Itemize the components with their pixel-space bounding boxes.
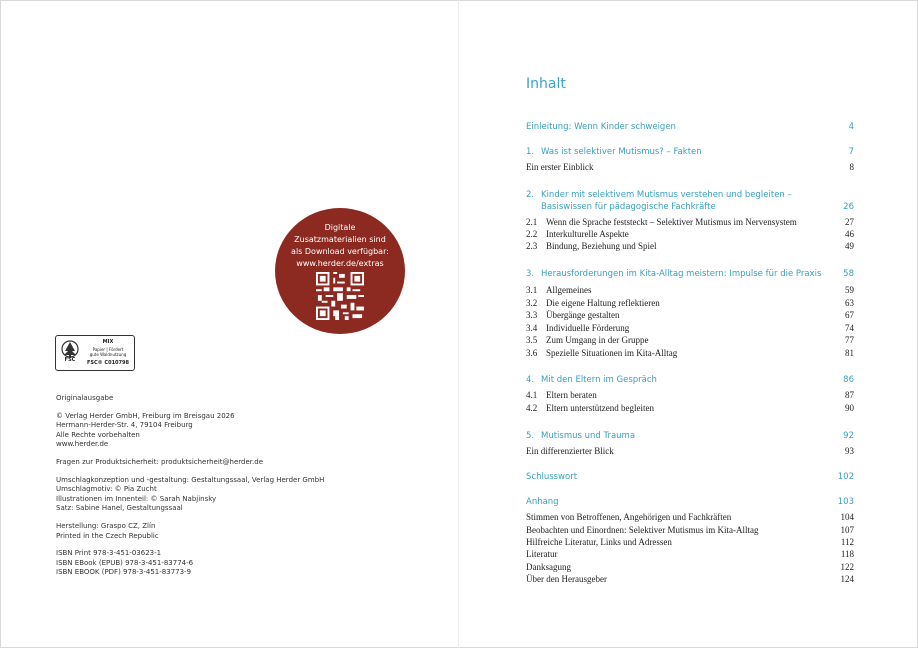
toc-entry-appendix[interactable]	[526, 496, 854, 508]
toc-entry-page: 107	[840, 525, 854, 535]
toc-entry-page: 27	[845, 217, 854, 227]
imprint-cover-design: Umschlagkonzeption und -gestaltung: Gestaltungssaal, Verlag Herder GmbH	[56, 475, 325, 484]
toc-entry-page: 58	[843, 269, 854, 279]
toc-entry-page: 118	[840, 549, 854, 559]
badge-line: www.herder.de/extras	[296, 259, 384, 268]
toc-section-number: 2.2	[526, 229, 538, 239]
toc-entry-page: 112	[840, 537, 854, 547]
imprint	[56, 394, 356, 578]
toc-entry-label: Was ist selektiver Mutismus? – Fakten	[541, 147, 702, 157]
toc-section-number: 4.1	[526, 390, 538, 400]
imprint-address: Hermann-Herder-Str. 4, 79104 Freiburg	[56, 421, 193, 430]
toc-entry-label: Eltern beraten	[546, 390, 597, 400]
toc-section-number: 3.2	[526, 297, 538, 308]
toc-chapter-number: 3.	[526, 269, 535, 279]
imprint-web[interactable]: www.herder.de	[56, 440, 109, 449]
toc-entry-page: 93	[845, 446, 854, 456]
toc-entry-label: Literatur	[526, 549, 558, 559]
toc-entry-label: Die eigene Haltung reflektieren	[546, 297, 660, 308]
toc-section[interactable]	[526, 402, 854, 414]
imprint-cover-motif: Umschlagmotiv: © Pia Zucht	[56, 485, 157, 494]
badge-text	[275, 222, 405, 270]
toc-entry-label: Spezielle Situationen im Kita-Alltag	[546, 347, 678, 358]
toc-entry-page: 90	[845, 403, 854, 413]
toc-entry-label: Bindung, Beziehung und Spiel	[546, 241, 657, 251]
toc-section[interactable]	[526, 284, 854, 296]
toc-entry-label: Zum Umgang in der Gruppe	[546, 335, 649, 345]
toc-entry-label: Mit den Eltern im Gespräch	[541, 375, 657, 385]
toc-entry-label: Stimmen von Betroffenen, Angehörigen und Fachkräften	[526, 512, 732, 522]
badge-line: als Download verfügbar:	[291, 247, 389, 256]
toc-section[interactable]	[526, 389, 854, 401]
toc-section-number: 3.1	[526, 285, 538, 295]
toc-entry-page: 8	[849, 162, 854, 172]
toc-entry-page: 67	[845, 310, 854, 320]
toc-entry-page: 81	[845, 347, 854, 358]
toc-entry-label: Interkulturelle Aspekte	[546, 229, 629, 239]
toc-entry-page: 46	[845, 229, 854, 239]
toc-chapter-number: 4.	[526, 375, 535, 385]
toc-entry-label: Kinder mit selektivem Mutismus verstehen und begleiten –	[541, 190, 792, 200]
imprint-safety: Fragen zur Produktsicherheit: produktsicherheit@herder.de	[56, 457, 264, 466]
badge-line: Zusatzmaterialien sind	[294, 235, 386, 244]
badge-line: Digitale	[324, 223, 356, 232]
imprint-rights: Alle Rechte vorbehalten	[56, 430, 140, 439]
toc-entry-page: 74	[845, 322, 854, 333]
imprint-isbn-pdf: ISBN EBOOK (PDF) 978-3-451-83773-9	[56, 568, 192, 577]
toc-entry-label: Über den Herausgeber	[526, 574, 607, 584]
toc-section-number: 3.3	[526, 310, 538, 320]
toc-entry-intro[interactable]	[526, 121, 854, 133]
toc-entry-label: Anhang	[526, 497, 559, 507]
fsc-mix: MIX	[102, 339, 114, 345]
toc-entry-label: Danksagung	[526, 562, 571, 572]
toc-chapter-number: 2.	[526, 190, 535, 200]
toc-entry-closing[interactable]	[526, 471, 854, 483]
toc-section[interactable]	[526, 240, 854, 252]
toc-entry-page: 87	[845, 390, 854, 400]
imprint-typesetting: Satz: Sabine Hanel, Gestaltungssaal	[56, 504, 183, 513]
fsc-logo-text: FSC	[64, 357, 76, 363]
imprint-printed: Printed in the Czech Republic	[56, 531, 159, 540]
toc-appendix-item[interactable]	[526, 536, 854, 548]
toc-subtitle-1[interactable]	[526, 161, 854, 173]
toc-entry-page: 59	[845, 285, 854, 295]
toc-entry-page: 124	[840, 574, 854, 584]
toc-chapter-4[interactable]	[526, 374, 854, 386]
toc-entry-page: 103	[837, 497, 854, 507]
toc-section[interactable]	[526, 309, 854, 321]
fsc-label	[55, 335, 135, 371]
qr-code-icon[interactable]	[316, 272, 364, 320]
toc-entry-label: Einleitung: Wenn Kinder schweigen	[526, 122, 676, 132]
toc-chapter-number: 5.	[526, 431, 535, 441]
toc-entry-label: Übergänge gestalten	[546, 310, 620, 320]
toc-section[interactable]	[526, 216, 854, 228]
toc-entry-label: Hilfreiche Literatur, Links und Adressen	[526, 537, 672, 547]
toc-chapter-2-line2[interactable]	[526, 201, 854, 213]
toc-entry-label: Ein differenzierter Blick	[526, 446, 614, 456]
download-badge	[275, 208, 405, 334]
toc-entry-page: 102	[837, 472, 854, 482]
imprint-isbn-print: ISBN Print 978-3-451-03623-1	[56, 549, 162, 558]
toc-section-number: 3.4	[526, 322, 538, 333]
imprint-illustrations: Illustrationen im Innenteil: © Sarah Nabjinsky	[56, 494, 217, 503]
imprint-edition: Originalausgabe	[56, 394, 114, 402]
toc-entry-page: 4	[848, 122, 854, 132]
toc-entry-label: Wenn die Sprache feststeckt – Selektiver Mutismus im Nervensystem	[546, 217, 797, 227]
toc-appendix-item[interactable]	[526, 573, 854, 585]
toc-entry-page: 63	[845, 297, 854, 308]
toc-section[interactable]	[526, 334, 854, 346]
toc-entry-label: Schlusswort	[526, 472, 578, 482]
toc-entry-label: Basiswissen für pädagogische Fachkräfte	[541, 202, 716, 212]
toc-entry-label: Eltern unterstützend begleiten	[546, 403, 654, 413]
toc-title: Inhalt	[526, 76, 566, 92]
toc-entry-page: 7	[848, 147, 854, 157]
toc-section-number: 3.5	[526, 335, 538, 345]
fsc-sub-line: Papier | Fördert	[92, 347, 124, 352]
toc-section-number: 2.3	[526, 241, 538, 251]
toc-entry-label: Ein erster Einblick	[526, 162, 594, 172]
toc-section[interactable]	[526, 322, 854, 334]
imprint-production: Herstellung: Graspo CZ, Zlín	[56, 521, 156, 530]
toc-entry-label: Mutismus und Trauma	[541, 431, 636, 441]
toc-entry-page: 26	[843, 202, 854, 212]
fsc-code: FSC® C010798	[87, 360, 129, 366]
toc-entry-page: 86	[843, 375, 854, 385]
toc-section-number: 4.2	[526, 403, 538, 413]
toc-chapter-number: 1.	[526, 147, 535, 157]
toc-chapter-3[interactable]	[526, 268, 854, 280]
toc-subtitle-5[interactable]	[526, 445, 854, 457]
toc-entry-label: Beobachten und Einordnen: Selektiver Mutismus im Kita-Alltag	[526, 525, 759, 535]
toc-appendix-item[interactable]	[526, 511, 854, 523]
toc-appendix-item[interactable]	[526, 561, 854, 573]
toc-section[interactable]	[526, 297, 854, 309]
toc-entry-page: 92	[843, 431, 854, 441]
toc-chapter-2[interactable]	[526, 189, 854, 201]
toc-appendix-item[interactable]	[526, 524, 854, 536]
toc-appendix-item[interactable]	[526, 548, 854, 560]
toc-entry-page: 49	[845, 241, 854, 251]
toc-entry-label: Herausforderungen im Kita-Alltag meistern: Impulse für die Praxis	[541, 269, 822, 279]
toc-entry-page: 122	[840, 562, 854, 572]
toc-entry-label: Allgemeines	[546, 285, 592, 295]
toc-section-number: 3.6	[526, 347, 538, 358]
toc-chapter-1[interactable]	[526, 146, 854, 158]
imprint-isbn-epub: ISBN EBook (EPUB) 978-3-451-83774-6	[56, 558, 194, 567]
imprint-copyright: © Verlag Herder GmbH, Freiburg im Breisgau 2026	[56, 411, 235, 420]
fsc-subtitle	[84, 347, 132, 357]
toc-entry-label: Individuelle Förderung	[546, 322, 630, 333]
toc-section[interactable]	[526, 228, 854, 240]
toc-section[interactable]	[526, 347, 854, 359]
toc-entry-page: 104	[840, 512, 854, 522]
toc-entry-page: 77	[845, 335, 854, 345]
toc-section-number: 2.1	[526, 217, 538, 227]
toc-chapter-5[interactable]	[526, 430, 854, 442]
book-gutter	[458, 0, 459, 648]
fsc-sub-line: gute Waldnutzung	[89, 352, 127, 357]
